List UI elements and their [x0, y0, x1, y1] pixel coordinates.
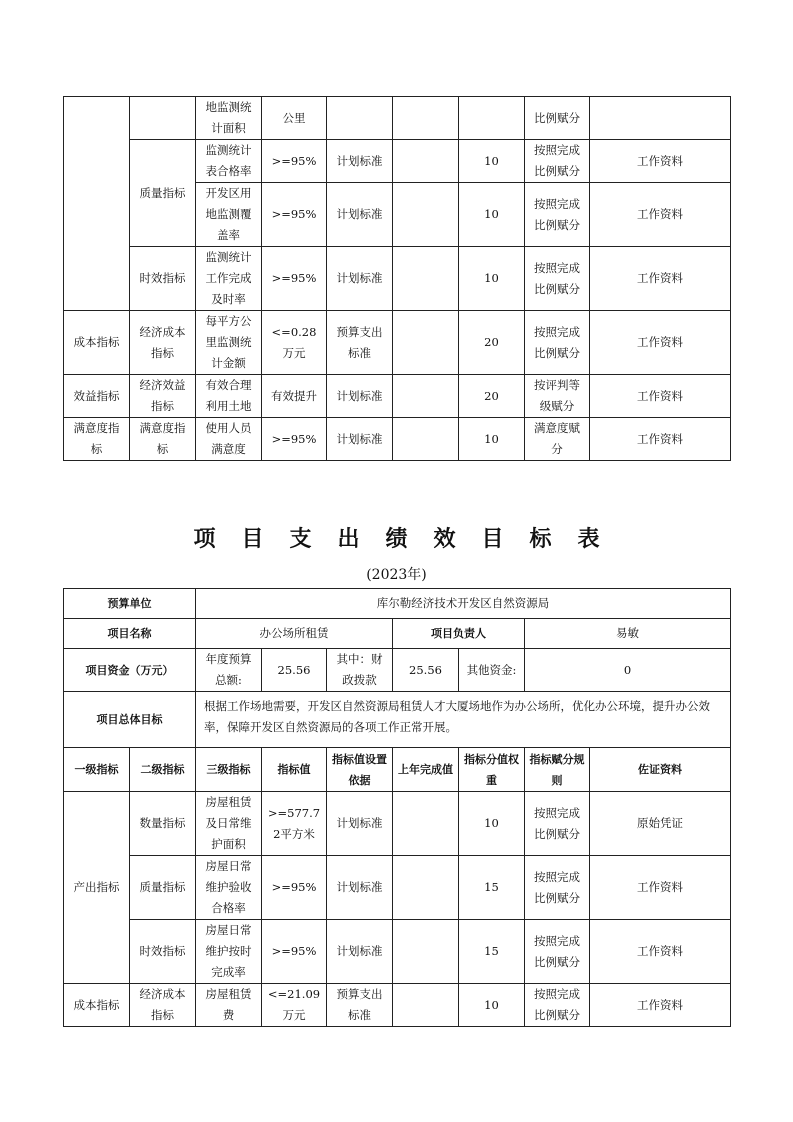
level2-cell: 满意度指标: [130, 418, 196, 461]
basis-cell: 计划标准: [327, 183, 393, 247]
table-row: [64, 247, 731, 311]
rule-cell: 按照完成比例赋分: [525, 140, 590, 183]
evidence-cell: 工作资料: [590, 183, 731, 247]
weight-cell: 20: [459, 375, 525, 418]
weight-cell: 10: [459, 247, 525, 311]
table-row: [64, 311, 731, 375]
value-cell: >=95%: [262, 247, 327, 311]
value-cell: <=0.28万元: [262, 311, 327, 375]
evidence-cell: 原始凭证: [590, 792, 731, 856]
level1-cell: 满意度指标: [64, 418, 130, 461]
rule-cell: 按照完成比例赋分: [525, 247, 590, 311]
basis-cell: 计划标准: [327, 140, 393, 183]
page-title: 项目支出绩效目标表: [193, 526, 626, 552]
basis-cell: [327, 97, 393, 140]
level3-cell: 房屋日常维护验收合格率: [196, 856, 262, 920]
weight-cell: 10: [459, 418, 525, 461]
continued-indicator-table: [63, 96, 731, 461]
table-row: [64, 140, 731, 183]
weight-cell: 10: [459, 792, 525, 856]
basis-cell: 计划标准: [327, 418, 393, 461]
weight-cell: 15: [459, 920, 525, 984]
value-cell: <=21.09万元: [262, 984, 327, 1027]
rule-cell: 按照完成比例赋分: [525, 984, 590, 1027]
level1-cell: 效益指标: [64, 375, 130, 418]
last-year-cell: [393, 311, 459, 375]
project-owner-label: 项目负责人: [393, 619, 525, 649]
header-rule: 指标赋分规则: [525, 748, 590, 792]
level3-cell: 监测统计工作完成及时率: [196, 247, 262, 311]
budget-unit-label: 预算单位: [64, 589, 196, 619]
header-value: 指标值: [262, 748, 327, 792]
project-fund-label: 项目资金（万元）: [64, 649, 196, 692]
evidence-cell: 工作资料: [590, 375, 731, 418]
rule-cell: 按评判等级赋分: [525, 375, 590, 418]
budget-unit-value: 库尔勒经济技术开发区自然资源局: [196, 589, 731, 619]
level2-cell: 质量指标: [130, 140, 196, 247]
weight-cell: 10: [459, 984, 525, 1027]
last-year-cell: [393, 792, 459, 856]
header-basis: 指标值设置依据: [327, 748, 393, 792]
level2-cell: 数量指标: [130, 792, 196, 856]
header-level3: 三级指标: [196, 748, 262, 792]
last-year-cell: [393, 856, 459, 920]
last-year-cell: [393, 418, 459, 461]
basis-cell: 计划标准: [327, 856, 393, 920]
basis-cell: 计划标准: [327, 792, 393, 856]
evidence-cell: [590, 97, 731, 140]
rule-cell: 满意度赋分: [525, 418, 590, 461]
evidence-cell: 工作资料: [590, 984, 731, 1027]
evidence-cell: 工作资料: [590, 311, 731, 375]
level1-cell: 成本指标: [64, 984, 130, 1027]
table-row: [64, 856, 731, 920]
overall-goal-label: 项目总体目标: [64, 692, 196, 748]
level3-cell: 地监测统计面积: [196, 97, 262, 140]
other-fund-label: 其他资金:: [459, 649, 525, 692]
value-cell: >=95%: [262, 183, 327, 247]
last-year-cell: [393, 140, 459, 183]
level1-cell: 产出指标: [64, 792, 130, 984]
fiscal-grant-label: 其中：财政拨款: [327, 649, 393, 692]
basis-cell: 计划标准: [327, 920, 393, 984]
level1-cell: 成本指标: [64, 311, 130, 375]
annual-budget-label: 年度预算总额:: [196, 649, 262, 692]
rule-cell: 按照完成比例赋分: [525, 792, 590, 856]
level3-cell: 监测统计表合格率: [196, 140, 262, 183]
table-row: [64, 920, 731, 984]
project-name-value: 办公场所租赁: [196, 619, 393, 649]
table-row: [64, 375, 731, 418]
header-level2: 二级指标: [130, 748, 196, 792]
evidence-cell: 工作资料: [590, 418, 731, 461]
table-row: [64, 984, 731, 1027]
last-year-cell: [393, 375, 459, 418]
level2-cell: 经济成本指标: [130, 984, 196, 1027]
value-cell: >=95%: [262, 920, 327, 984]
value-cell: >=95%: [262, 418, 327, 461]
other-fund-value: 0: [525, 649, 731, 692]
value-cell: 公里: [262, 97, 327, 140]
performance-target-table: [63, 588, 731, 1027]
level3-cell: 每平方公里监测统计金额: [196, 311, 262, 375]
level3-cell: 房屋日常维护按时完成率: [196, 920, 262, 984]
last-year-cell: [393, 984, 459, 1027]
rule-cell: 比例赋分: [525, 97, 590, 140]
project-owner-value: 易敏: [525, 619, 731, 649]
overall-goal-row: [64, 692, 731, 748]
evidence-cell: 工作资料: [590, 247, 731, 311]
rule-cell: 按照完成比例赋分: [525, 183, 590, 247]
header-level1: 一级指标: [64, 748, 130, 792]
basis-cell: 计划标准: [327, 375, 393, 418]
weight-cell: [459, 97, 525, 140]
last-year-cell: [393, 920, 459, 984]
level2-cell: 时效指标: [130, 247, 196, 311]
table-row: [64, 418, 731, 461]
level2-cell: 质量指标: [130, 856, 196, 920]
weight-cell: 10: [459, 140, 525, 183]
level1-cell: [64, 97, 130, 311]
project-name-row: [64, 619, 731, 649]
level3-cell: 房屋租赁及日常维护面积: [196, 792, 262, 856]
table-row: [64, 97, 731, 140]
level3-cell: 有效合理利用土地: [196, 375, 262, 418]
overall-goal-text: 根据工作场地需要，开发区自然资源局租赁人才大厦场地作为办公场所，优化办公环境，提升办公效率，保障开发区自然资源局的各项工作正常开展。: [196, 692, 731, 748]
weight-cell: 20: [459, 311, 525, 375]
fiscal-grant-value: 25.56: [393, 649, 459, 692]
project-fund-row: [64, 649, 731, 692]
rule-cell: 按照完成比例赋分: [525, 920, 590, 984]
header-row: [64, 748, 731, 792]
weight-cell: 10: [459, 183, 525, 247]
header-evidence: 佐证资料: [590, 748, 731, 792]
level3-cell: 使用人员满意度: [196, 418, 262, 461]
last-year-cell: [393, 247, 459, 311]
last-year-cell: [393, 97, 459, 140]
basis-cell: 预算支出标准: [327, 984, 393, 1027]
evidence-cell: 工作资料: [590, 920, 731, 984]
header-last-year: 上年完成值: [393, 748, 459, 792]
rule-cell: 按照完成比例赋分: [525, 311, 590, 375]
table-row: [64, 792, 731, 856]
evidence-cell: 工作资料: [590, 140, 731, 183]
value-cell: >=577.72平方米: [262, 792, 327, 856]
basis-cell: 计划标准: [327, 247, 393, 311]
header-weight: 指标分值权重: [459, 748, 525, 792]
level2-cell: 时效指标: [130, 920, 196, 984]
level2-cell: 经济效益指标: [130, 375, 196, 418]
value-cell: >=95%: [262, 140, 327, 183]
level2-cell: 经济成本指标: [130, 311, 196, 375]
value-cell: >=95%: [262, 856, 327, 920]
project-name-label: 项目名称: [64, 619, 196, 649]
annual-budget-value: 25.56: [262, 649, 327, 692]
weight-cell: 15: [459, 856, 525, 920]
level3-cell: 开发区用地监测覆盖率: [196, 183, 262, 247]
basis-cell: 预算支出标准: [327, 311, 393, 375]
level3-cell: 房屋租赁费: [196, 984, 262, 1027]
value-cell: 有效提升: [262, 375, 327, 418]
rule-cell: 按照完成比例赋分: [525, 856, 590, 920]
level2-cell: [130, 97, 196, 140]
evidence-cell: 工作资料: [590, 856, 731, 920]
last-year-cell: [393, 183, 459, 247]
year-subtitle: (2023年): [366, 567, 427, 583]
budget-unit-row: [64, 589, 731, 619]
